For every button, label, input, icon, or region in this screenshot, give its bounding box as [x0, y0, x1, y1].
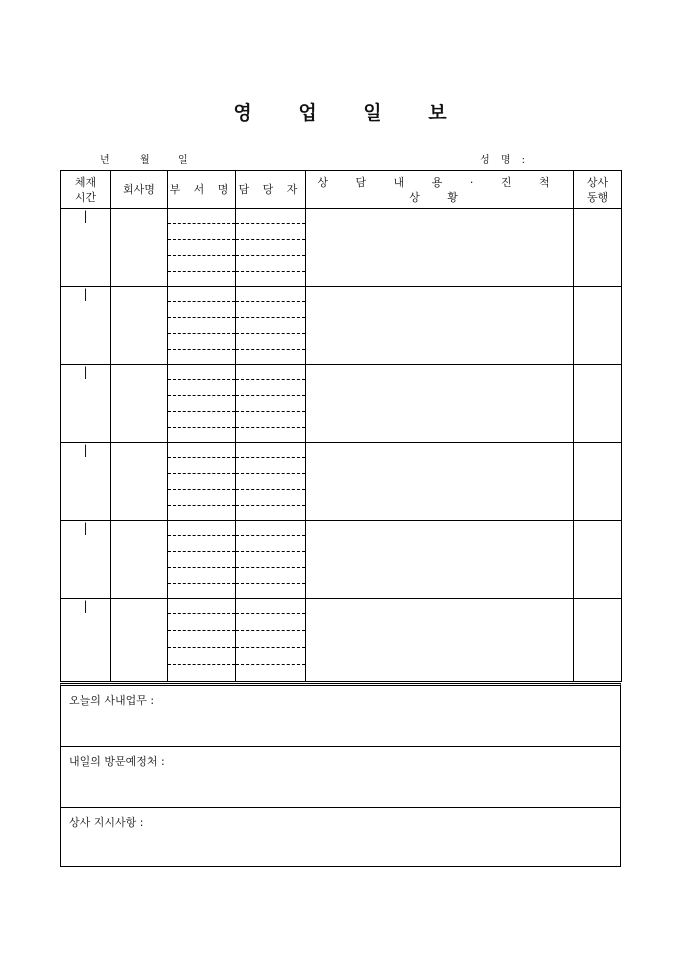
supervisor-cell[interactable] [574, 287, 622, 365]
time-cell[interactable]: | [61, 443, 111, 521]
person-cell[interactable] [236, 287, 306, 365]
signature-label: 성 명 : [480, 155, 530, 166]
time-cell[interactable]: | [61, 209, 111, 287]
details-cell[interactable] [306, 287, 574, 365]
notes-box [60, 683, 621, 867]
time-cell[interactable]: | [61, 365, 111, 443]
details-cell[interactable] [306, 365, 574, 443]
time-cell[interactable]: | [61, 599, 111, 682]
department-cell[interactable] [168, 443, 236, 521]
header-person: 담 당 자 [236, 171, 306, 209]
department-cell[interactable] [168, 209, 236, 287]
company-cell[interactable] [111, 443, 168, 521]
today-work-section[interactable] [61, 686, 620, 747]
supervisor-instructions-label: 상사 지시사항 : [69, 816, 144, 829]
supervisor-cell[interactable] [574, 443, 622, 521]
company-cell[interactable] [111, 287, 168, 365]
time-cell[interactable]: | [61, 287, 111, 365]
header-time: 체재 시간 [61, 171, 111, 209]
page-title: 영 업 일 보 [233, 102, 467, 124]
supervisor-cell[interactable] [574, 209, 622, 287]
supervisor-instructions-section[interactable] [61, 808, 620, 869]
table-row [61, 365, 622, 443]
person-cell[interactable] [236, 365, 306, 443]
day-label: 일 [178, 155, 188, 166]
department-cell[interactable] [168, 521, 236, 599]
person-cell[interactable] [236, 443, 306, 521]
details-cell[interactable] [306, 599, 574, 682]
time-cell[interactable]: | [61, 521, 111, 599]
supervisor-cell[interactable] [574, 365, 622, 443]
month-label: 월 [140, 155, 150, 166]
table-row [61, 209, 622, 287]
tomorrow-visits-section[interactable] [61, 747, 620, 808]
details-cell[interactable] [306, 521, 574, 599]
sales-report-table [60, 170, 622, 682]
company-cell[interactable] [111, 209, 168, 287]
details-cell[interactable] [306, 443, 574, 521]
company-cell[interactable] [111, 365, 168, 443]
table-row [61, 521, 622, 599]
person-cell[interactable] [236, 209, 306, 287]
department-cell[interactable] [168, 287, 236, 365]
company-cell[interactable] [111, 599, 168, 682]
header-company: 회사명 [111, 171, 168, 209]
supervisor-cell[interactable] [574, 599, 622, 682]
department-cell[interactable] [168, 599, 236, 682]
supervisor-cell[interactable] [574, 521, 622, 599]
table-row [61, 287, 622, 365]
year-label: 년 [100, 155, 110, 166]
table-row [61, 443, 622, 521]
header-row [61, 171, 622, 209]
header-supervisor: 상사 동행 [574, 171, 622, 209]
table-row [61, 599, 622, 682]
person-cell[interactable] [236, 599, 306, 682]
header-department: 부 서 명 [168, 171, 236, 209]
today-work-label: 오늘의 사내업무 : [69, 694, 155, 707]
company-cell[interactable] [111, 521, 168, 599]
tomorrow-visits-label: 내일의 방문예정처 : [69, 755, 165, 768]
person-cell[interactable] [236, 521, 306, 599]
details-cell[interactable] [306, 209, 574, 287]
header-details: 상 담 내 용 · 진 척 상 황 [306, 171, 574, 209]
department-cell[interactable] [168, 365, 236, 443]
